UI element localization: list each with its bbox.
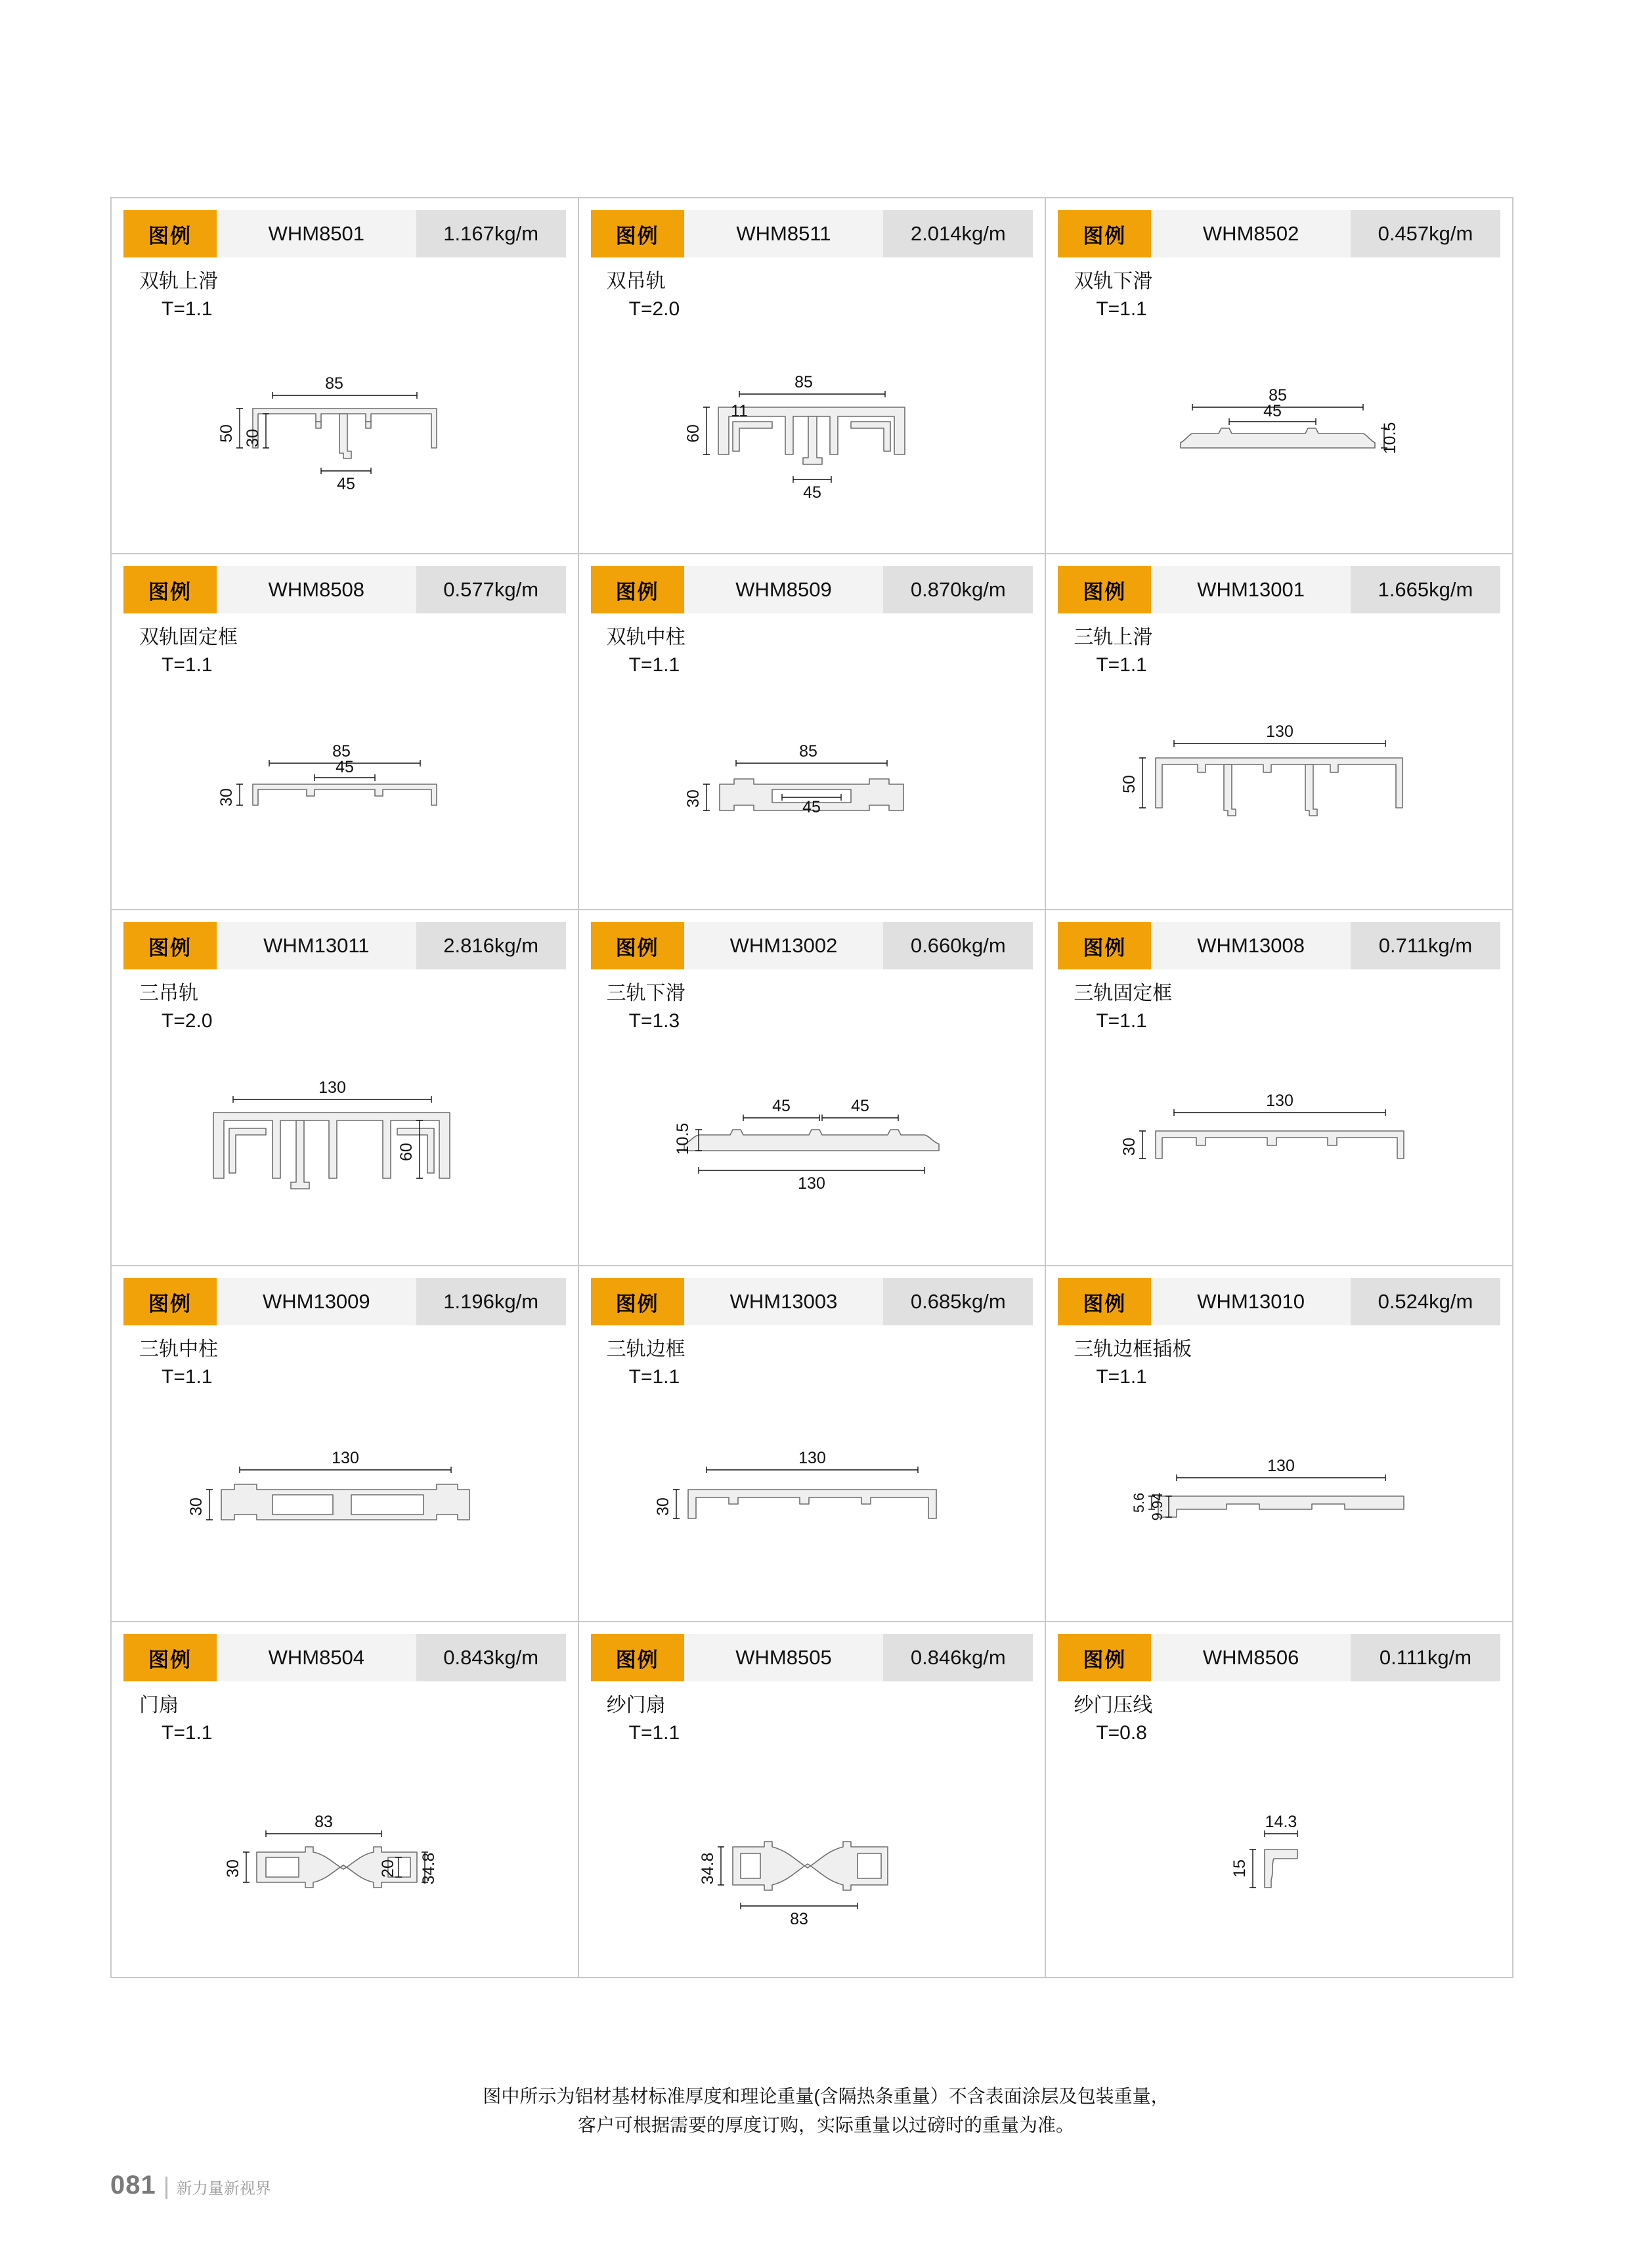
profile-name: 三轨边框插板	[1074, 1339, 1192, 1360]
profile-code: WHM8504	[217, 1634, 416, 1681]
profile-drawing-whm8502	[1046, 330, 1512, 546]
page-footer	[110, 2171, 271, 2200]
profile-drawing-whm13010	[1046, 1398, 1512, 1614]
profile-names	[1074, 624, 1512, 679]
dim-width: 85	[799, 742, 818, 761]
dim-height: 50	[1120, 775, 1139, 793]
profile-header	[1058, 1634, 1500, 1681]
profile-code: WHM13010	[1151, 1278, 1351, 1325]
profile-weight: 2.816kg/m	[416, 922, 566, 969]
legend-label: 图例	[1058, 1634, 1151, 1681]
profile-thickness: T=1.1	[162, 298, 213, 320]
footnote-line-1: 图中所示为铝材基材标准厚度和理论重量(含隔热条重量）不含表面涂层及包装重量，	[483, 2086, 1169, 2106]
profile-code: WHM13008	[1151, 922, 1351, 969]
profile-thickness: T=1.1	[1096, 298, 1147, 320]
profile-drawing-whm13009	[112, 1398, 578, 1614]
profile-cell-whm13009	[112, 1266, 579, 1621]
legend-label: 图例	[591, 566, 684, 613]
profile-code: WHM8501	[217, 210, 416, 257]
dim-height: 60	[397, 1143, 416, 1161]
profile-header	[591, 922, 1033, 969]
profile-header	[1058, 1278, 1500, 1325]
profile-cell-whm13003	[579, 1266, 1047, 1621]
dim-inner: 45	[772, 1097, 791, 1115]
dim-height2: 20	[378, 1859, 397, 1878]
profile-weight: 0.111kg/m	[1351, 1634, 1500, 1681]
dim-height: 15	[1230, 1859, 1250, 1878]
profile-thickness: T=1.1	[628, 1366, 680, 1388]
legend-label: 图例	[123, 210, 217, 257]
profile-drawing-whm8505	[579, 1754, 1045, 1970]
profile-name: 三轨边框	[606, 1339, 685, 1360]
profile-name: 门扇	[139, 1694, 179, 1716]
dim-height: 10.5	[674, 1122, 693, 1155]
legend-label: 图例	[591, 210, 684, 257]
brand-slogan: 新力量新视界	[176, 2180, 271, 2198]
legend-label: 图例	[1058, 210, 1151, 257]
profile-names	[1074, 1692, 1512, 1747]
profile-drawing-whm8506	[1046, 1754, 1512, 1970]
profile-weight: 0.846kg/m	[883, 1634, 1033, 1681]
dim-width: 130	[798, 1449, 827, 1467]
profile-thickness: T=1.1	[1096, 1010, 1147, 1032]
profile-name: 纱门扇	[606, 1694, 666, 1716]
dim-height: 30	[1120, 1138, 1139, 1156]
profile-names	[1074, 980, 1512, 1035]
profile-name: 三轨上滑	[1074, 627, 1153, 648]
profile-drawing-whm8504	[112, 1754, 578, 1970]
dim-inner: 45	[802, 798, 821, 816]
dim-width: 130	[1266, 1092, 1293, 1110]
profile-thickness: T=1.1	[628, 654, 680, 676]
profile-header	[1058, 922, 1500, 969]
profile-thickness: T=0.8	[1096, 1722, 1147, 1744]
profile-weight: 0.457kg/m	[1351, 210, 1500, 257]
profile-cell-whm8504	[112, 1622, 579, 1977]
profile-header	[591, 566, 1033, 613]
profile-name: 双轨下滑	[1074, 271, 1153, 292]
dim-width: 85	[324, 374, 343, 393]
profile-cell-whm13001	[1046, 554, 1513, 909]
dim-height: 30	[217, 788, 236, 807]
dim-height: 10.5	[1381, 422, 1400, 454]
legend-label: 图例	[1058, 1278, 1151, 1325]
profile-names	[1074, 268, 1512, 323]
profile-weight: 1.167kg/m	[416, 210, 566, 257]
profile-row	[110, 909, 1513, 1265]
profile-weight: 0.577kg/m	[416, 566, 566, 613]
profile-weight: 2.014kg/m	[883, 210, 1033, 257]
profile-weight: 1.196kg/m	[416, 1278, 566, 1325]
profile-drawing-whm8508	[112, 686, 578, 902]
dim-width: 85	[794, 373, 814, 391]
profile-drawing-whm8501	[112, 330, 578, 546]
profile-header	[1058, 210, 1500, 257]
profile-cell-whm13008	[1046, 910, 1513, 1265]
profile-cell-whm8506	[1046, 1622, 1513, 1977]
profile-drawing-whm13001	[1046, 686, 1512, 902]
profile-header	[591, 210, 1033, 257]
dim-width: 83	[314, 1813, 333, 1831]
dim-width: 85	[332, 742, 351, 761]
dim-height2: 30	[243, 429, 262, 447]
profile-drawing-whm13011	[112, 1042, 578, 1258]
profile-grid	[110, 197, 1512, 1978]
profile-code: WHM8508	[217, 566, 416, 613]
footnote	[0, 2082, 1652, 2140]
profile-row	[110, 553, 1513, 909]
profile-name: 三轨下滑	[606, 983, 685, 1004]
profile-header	[1058, 566, 1500, 613]
profile-name: 双轨中柱	[606, 627, 685, 648]
profile-cell-whm13002	[579, 910, 1047, 1265]
profile-names	[607, 624, 1045, 679]
profile-names	[1074, 1336, 1512, 1391]
profile-name: 三轨中柱	[139, 1339, 218, 1360]
legend-label: 图例	[123, 1634, 217, 1681]
profile-name: 三吊轨	[139, 983, 198, 1004]
profile-row	[110, 1621, 1513, 1978]
dim-height: 30	[186, 1497, 206, 1516]
profile-thickness: T=2.0	[628, 298, 680, 320]
profile-name: 双轨固定框	[139, 627, 238, 648]
profile-thickness: T=1.1	[162, 654, 213, 676]
dim-width: 130	[798, 1174, 826, 1193]
dim-height2: 9.94	[1149, 1492, 1166, 1521]
profile-row	[110, 1265, 1513, 1621]
dim-height3: 34.8	[419, 1852, 438, 1885]
profile-weight: 0.660kg/m	[883, 922, 1033, 969]
profile-code: WHM13011	[217, 922, 416, 969]
profile-weight: 1.665kg/m	[1351, 566, 1500, 613]
legend-label: 图例	[1058, 922, 1151, 969]
profile-drawing-whm13003	[579, 1398, 1045, 1614]
profile-header	[591, 1634, 1033, 1681]
dim-inner: 45	[1263, 402, 1282, 420]
profile-names	[607, 980, 1045, 1035]
profile-code: WHM8511	[684, 210, 884, 257]
profile-names	[139, 1692, 578, 1747]
dim-width: 130	[1267, 1457, 1295, 1475]
profile-row	[110, 197, 1513, 553]
dim-width: 85	[1269, 386, 1288, 405]
profile-weight: 0.843kg/m	[416, 1634, 566, 1681]
profile-header	[123, 922, 566, 969]
profile-names	[139, 624, 578, 679]
profile-code: WHM13001	[1151, 566, 1351, 613]
profile-header	[591, 1278, 1033, 1325]
profile-code: WHM13003	[684, 1278, 884, 1325]
profile-code: WHM8506	[1151, 1634, 1351, 1681]
profile-name: 双吊轨	[606, 271, 666, 292]
dim-height: 30	[684, 789, 703, 808]
profile-weight: 0.524kg/m	[1351, 1278, 1500, 1325]
profile-cell-whm13010	[1046, 1266, 1513, 1621]
profile-weight: 0.711kg/m	[1351, 922, 1500, 969]
profile-drawing-whm13008	[1046, 1042, 1512, 1258]
legend-label: 图例	[591, 922, 684, 969]
profile-name: 纱门压线	[1074, 1694, 1153, 1716]
profile-weight: 0.685kg/m	[883, 1278, 1033, 1325]
dim-width: 83	[790, 1910, 809, 1928]
profile-drawing-whm8511	[579, 330, 1045, 546]
legend-label: 图例	[123, 1278, 217, 1325]
profile-thickness: T=1.1	[1096, 1366, 1147, 1388]
dim-height: 34.8	[699, 1852, 718, 1885]
legend-label: 图例	[591, 1278, 684, 1325]
dim-height: 5.6	[1131, 1492, 1148, 1513]
profile-code: WHM8505	[684, 1634, 884, 1681]
profile-weight: 0.870kg/m	[883, 566, 1033, 613]
profile-cell-whm13011	[112, 910, 579, 1265]
profile-names	[607, 1692, 1045, 1747]
dim-width: 130	[331, 1449, 359, 1467]
dim-height2: 11	[731, 402, 749, 420]
dim-height: 60	[684, 424, 703, 443]
profile-name: 三轨固定框	[1074, 983, 1173, 1004]
page-number: 081	[110, 2171, 156, 2200]
profile-code: WHM8509	[684, 566, 884, 613]
profile-names	[139, 268, 578, 323]
dim-inner: 45	[803, 483, 822, 502]
profile-header	[123, 210, 566, 257]
profile-thickness: T=1.1	[1096, 654, 1147, 676]
profile-header	[123, 1278, 566, 1325]
profile-thickness: T=1.1	[162, 1722, 213, 1744]
profile-header	[123, 566, 566, 613]
profile-cell-whm8501	[112, 198, 579, 553]
divider	[165, 2177, 167, 2199]
legend-label: 图例	[123, 566, 217, 613]
profile-cell-whm8511	[579, 198, 1047, 553]
footnote-line-2: 客户可根据需要的厚度订购，实际重量以过磅时的重量为准。	[577, 2115, 1074, 2135]
dim-width: 14.3	[1265, 1813, 1297, 1831]
profile-thickness: T=2.0	[162, 1010, 213, 1032]
profile-cell-whm8509	[579, 554, 1047, 909]
dim-width: 130	[1266, 722, 1293, 741]
profile-thickness: T=1.1	[628, 1722, 680, 1744]
dim-height: 30	[654, 1497, 673, 1516]
profile-thickness: T=1.1	[162, 1366, 213, 1388]
dim-height: 50	[217, 424, 236, 443]
profile-names	[139, 980, 578, 1035]
profile-code: WHM13009	[217, 1278, 416, 1325]
profile-drawing-whm13002	[579, 1042, 1045, 1258]
legend-label: 图例	[591, 1634, 684, 1681]
dim-width: 130	[318, 1078, 346, 1097]
dim-inner2: 45	[851, 1097, 870, 1115]
profile-cell-whm8502	[1046, 198, 1513, 553]
dim-inner: 45	[336, 475, 355, 493]
profile-header	[123, 1634, 566, 1681]
profile-names	[139, 1336, 578, 1391]
profile-code: WHM13002	[684, 922, 884, 969]
profile-drawing-whm8509	[579, 686, 1045, 902]
profile-thickness: T=1.3	[628, 1010, 680, 1032]
profile-names	[607, 268, 1045, 323]
profile-name: 双轨上滑	[139, 271, 218, 292]
profile-names	[607, 1336, 1045, 1391]
profile-code: WHM8502	[1151, 210, 1351, 257]
legend-label: 图例	[123, 922, 217, 969]
dim-inner: 45	[335, 758, 354, 776]
profile-cell-whm8505	[579, 1622, 1047, 1977]
profile-cell-whm8508	[112, 554, 579, 909]
dim-height: 30	[223, 1859, 242, 1878]
legend-label: 图例	[1058, 566, 1151, 613]
